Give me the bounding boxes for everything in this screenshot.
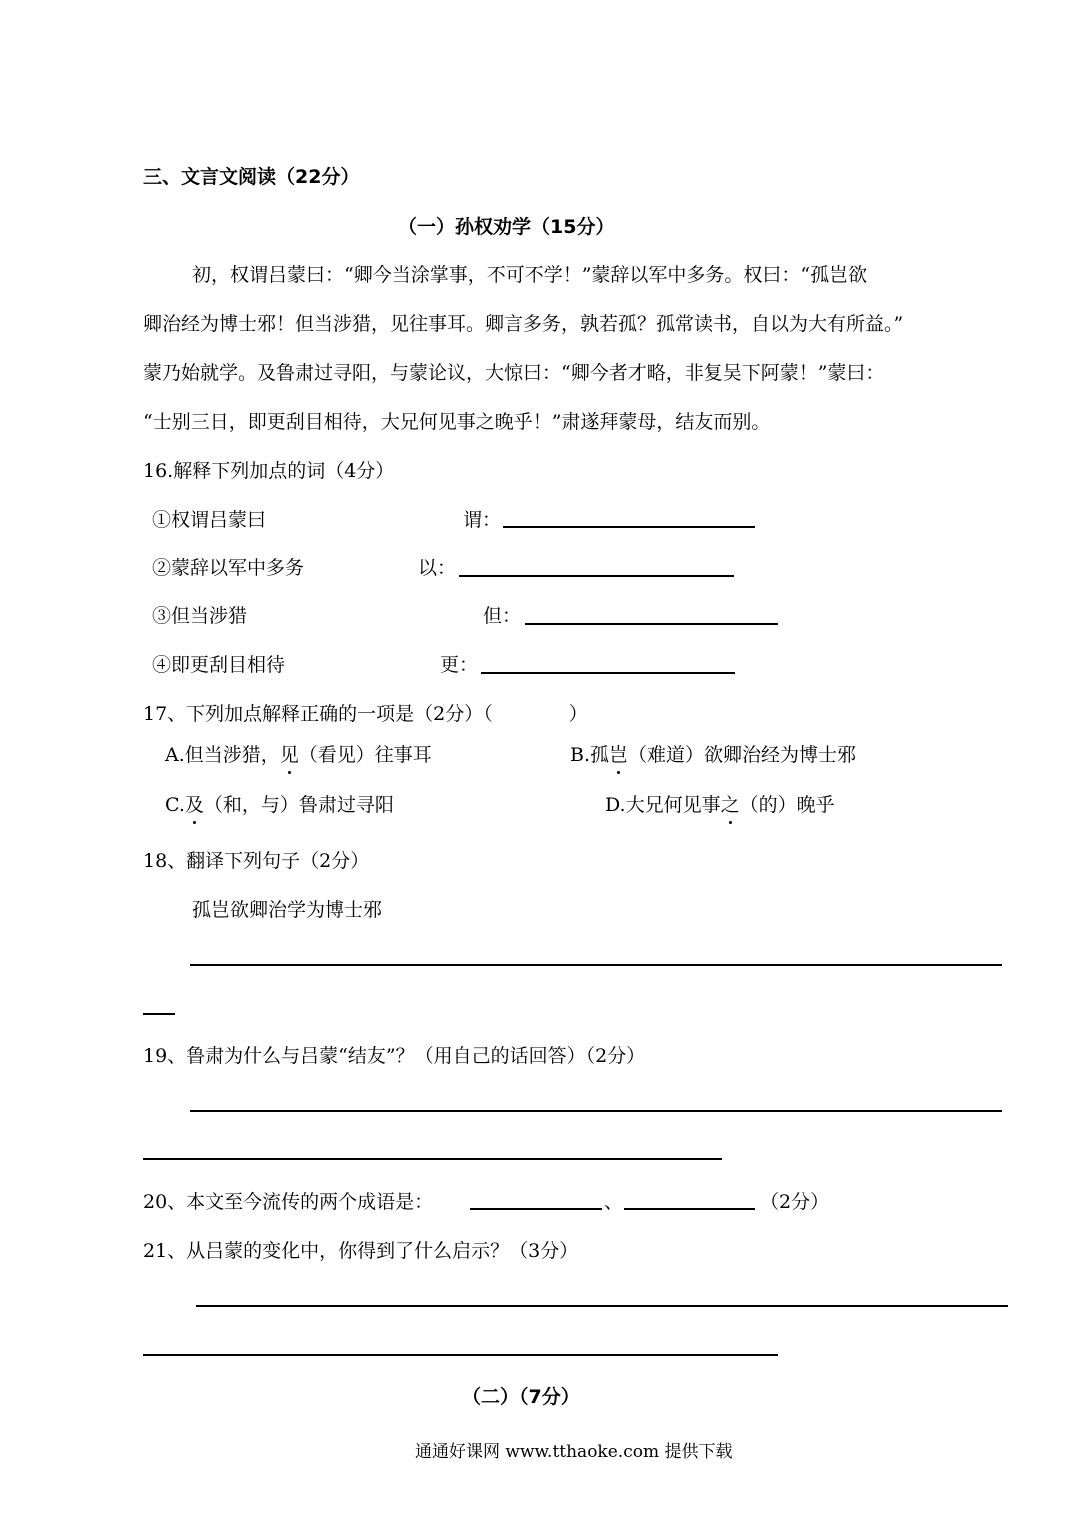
q17-option-d-post: （的）晚乎 xyxy=(739,794,835,816)
q16-item-3: ③但当涉猎 xyxy=(152,605,248,627)
question-21-stem: 21、从吕蒙的变化中，你得到了什么启示？（3分） xyxy=(143,1240,579,1262)
q18-answer-line-1[interactable] xyxy=(190,964,1002,966)
q17-option-b-post: （难道）欲卿治经为博士邪 xyxy=(628,744,857,766)
q17-option-a[interactable] xyxy=(165,740,432,767)
q20-blank-1[interactable] xyxy=(470,1208,602,1210)
q17-option-a-post: （看见）往事耳 xyxy=(298,744,432,766)
passage-line-1: 初，权谓吕蒙曰：“卿今当涂掌事，不可不学！”蒙辞以军中多务。权曰：“孤岂欲 xyxy=(192,264,868,286)
q17-option-b-dotted-word: 岂 xyxy=(609,740,628,767)
question-19-stem: 19、鲁肃为什么与吕蒙“结友”？（用自己的话回答）（2分） xyxy=(143,1045,646,1067)
q16-label-1: 谓： xyxy=(463,509,502,531)
q17-option-d-pre: D.大兄何见事 xyxy=(605,794,721,816)
q17-option-a-dotted-word: 见 xyxy=(280,740,299,767)
passage-line-2: 卿治经为博士邪！但当涉猎，见往事耳。卿言多务，孰若孤？孤常读书，自以为大有所益。” xyxy=(143,313,904,335)
q17-option-a-pre: A.但当涉猎， xyxy=(165,744,280,766)
q16-label-2: 以： xyxy=(418,557,457,579)
q17-option-c-pre: C. xyxy=(165,794,185,816)
q21-answer-line-1[interactable] xyxy=(196,1305,1008,1307)
question-17-stem: 17、下列加点解释正确的一项是（2分）（ ） xyxy=(143,703,588,725)
q17-option-c-dotted-word: 及 xyxy=(185,790,204,817)
q20-points: （2分） xyxy=(760,1191,830,1213)
passage-line-3: 蒙乃始就学。及鲁肃过寻阳，与蒙论议，大惊曰：“卿今者才略，非复吴下阿蒙！”蒙曰： xyxy=(143,362,885,384)
q16-answer-line-4[interactable] xyxy=(481,672,735,674)
q16-label-3: 但： xyxy=(483,605,522,627)
q16-answer-line-1[interactable] xyxy=(503,526,755,528)
passage-title: （一）孙权劝学（15分） xyxy=(398,216,615,238)
question-18-stem: 18、翻译下列句子（2分） xyxy=(143,850,370,872)
q17-option-c[interactable] xyxy=(165,790,394,817)
section-2-title: （二）（7分） xyxy=(462,1386,580,1408)
q19-answer-line-2[interactable] xyxy=(143,1158,722,1160)
q20-blank-2[interactable] xyxy=(624,1208,755,1210)
q18-sentence: 孤岂欲卿治学为博士邪 xyxy=(192,899,383,921)
question-20-stem: 20、本文至今流传的两个成语是： xyxy=(143,1191,434,1213)
q16-item-1: ①权谓吕蒙曰 xyxy=(152,509,267,531)
q21-answer-line-2[interactable] xyxy=(143,1354,778,1356)
q19-answer-line-1[interactable] xyxy=(190,1110,1002,1112)
passage-line-4: “士别三日，即更刮目相待，大兄何见事之晚乎！”肃遂拜蒙母，结友而别。 xyxy=(143,411,771,433)
q17-option-d[interactable] xyxy=(605,790,835,817)
q16-item-2: ②蒙辞以军中多务 xyxy=(152,557,305,579)
q17-option-b-pre: B.孤 xyxy=(570,744,610,766)
section-title: 三、文言文阅读（22分） xyxy=(143,166,360,188)
question-16-stem: 16.解释下列加点的词（4分） xyxy=(143,460,395,482)
q16-answer-line-2[interactable] xyxy=(459,575,734,577)
q17-option-d-dotted-word: 之 xyxy=(721,790,740,817)
q16-answer-line-3[interactable] xyxy=(525,623,778,625)
q16-label-4: 更： xyxy=(440,654,479,676)
q18-answer-line-2[interactable] xyxy=(143,1013,175,1015)
q17-option-c-post: （和，与）鲁肃过寻阳 xyxy=(203,794,394,816)
q16-item-4: ④即更刮目相待 xyxy=(152,654,286,676)
q17-option-b[interactable] xyxy=(570,740,856,767)
page-footer: 通通好课网 www.tthaoke.com 提供下载 xyxy=(415,1442,733,1462)
q20-separator: 、 xyxy=(604,1191,624,1213)
